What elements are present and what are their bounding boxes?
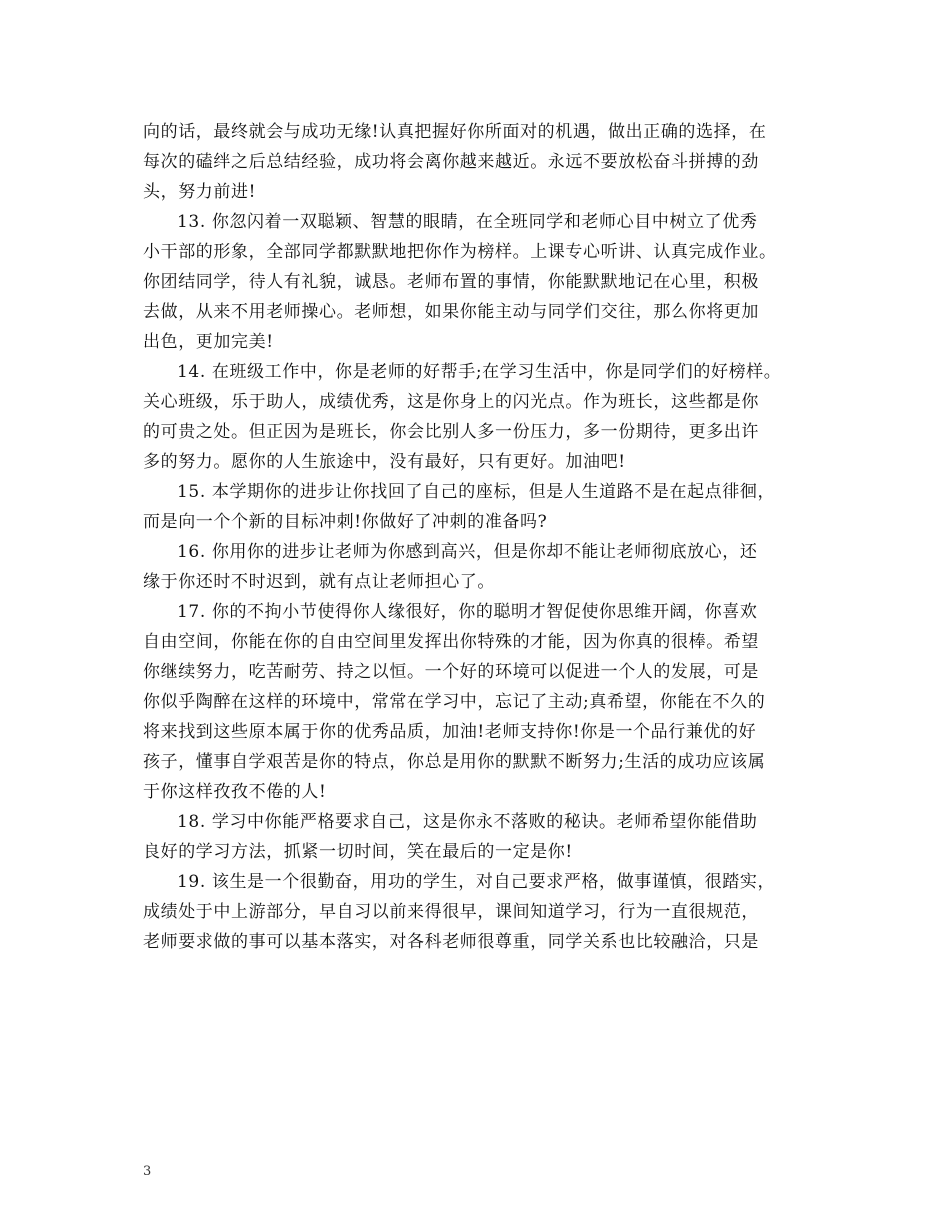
- text-line: 出色，更加完美!: [143, 332, 274, 352]
- paragraph-18: [143, 807, 823, 867]
- text-line: 13. 你忽闪着一双聪颖、智慧的眼睛，在全班同学和老师心目中树立了优秀: [177, 212, 758, 232]
- text-line: 去做，从来不用老师操心。老师想，如果你能主动与同学们交往，那么你将更加: [143, 302, 759, 322]
- text-line: 每次的磕绊之后总结经验，成功将会离你越来越近。永远不要放松奋斗拼搏的劲: [143, 152, 759, 172]
- text-line: 的可贵之处。但正因为是班长，你会比别人多一份压力，多一份期待，更多出许: [143, 422, 759, 442]
- page-number: 3: [143, 1164, 152, 1179]
- text-line: 而是向一个个新的目标冲刺!你做好了冲刺的准备吗?: [143, 512, 548, 532]
- document-body: [143, 117, 823, 957]
- text-line: 向的话，最终就会与成功无缘!认真把握好你所面对的机遇，做出正确的选择，在: [143, 122, 767, 142]
- text-line: 你团结同学，待人有礼貌，诚恳。老师布置的事情，你能默默地记在心里，积极: [143, 272, 759, 292]
- text-line: 自由空间，你能在你的自由空间里发挥出你特殊的才能，因为你真的很棒。希望: [143, 632, 759, 652]
- text-line: 19. 该生是一个很勤奋，用功的学生，对自己要求严格，做事谨慎，很踏实，: [177, 872, 776, 892]
- text-line: 缘于你还时不时迟到，就有点让老师担心了。: [143, 572, 495, 592]
- paragraph-14: [143, 357, 823, 477]
- paragraph-13: [143, 207, 823, 357]
- text-line: 关心班级，乐于助人，成绩优秀，这是你身上的闪光点。作为班长，这些都是你: [143, 392, 759, 412]
- text-line: 老师要求做的事可以基本落实，对各科老师很尊重，同学关系也比较融洽，只是: [143, 932, 759, 952]
- text-line: 14. 在班级工作中，你是老师的好帮手;在学习生活中，你是同学们的好榜样。: [177, 362, 782, 382]
- text-line: 小干部的形象，全部同学都默默地把你作为榜样。上课专心听讲、认真完成作业。: [143, 242, 777, 262]
- text-line: 你似乎陶醉在这样的环境中，常常在学习中，忘记了主动;真希望，你能在不久的: [143, 692, 766, 712]
- text-line: 多的努力。愿你的人生旅途中，没有最好，只有更好。加油吧!: [143, 452, 626, 472]
- text-line: 成绩处于中上游部分，早自习以前来得很早，课间知道学习，行为一直很规范，: [143, 902, 759, 922]
- text-line: 你继续努力，吃苦耐劳、持之以恒。一个好的环境可以促进一个人的发展，可是: [143, 662, 759, 682]
- paragraph-continuation: [143, 117, 823, 207]
- text-line: 良好的学习方法，抓紧一切时间，笑在最后的一定是你!: [143, 842, 573, 862]
- paragraph-17: [143, 597, 823, 807]
- text-line: 16. 你用你的进步让老师为你感到高兴，但是你却不能让老师彻底放心，还: [177, 542, 758, 562]
- text-line: 将来找到这些原本属于你的优秀品质，加油!老师支持你!你是一个品行兼优的好: [143, 722, 757, 742]
- text-line: 头，努力前进!: [143, 182, 257, 202]
- text-line: 15. 本学期你的进步让你找回了自己的座标，但是人生道路不是在起点徘徊，: [177, 482, 776, 502]
- text-line: 17. 你的不拘小节使得你人缘很好，你的聪明才智促使你思维开阔，你喜欢: [177, 602, 758, 622]
- text-line: 于你这样孜孜不倦的人!: [143, 782, 327, 802]
- text-line: 孩子，懂事自学艰苦是你的特点，你总是用你的默默不断努力;生活的成功应该属: [143, 752, 766, 772]
- paragraph-15: [143, 477, 823, 537]
- paragraph-19: [143, 867, 823, 957]
- paragraph-16: [143, 537, 823, 597]
- text-line: 18. 学习中你能严格要求自己，这是你永不落败的秘诀。老师希望你能借助: [177, 812, 758, 832]
